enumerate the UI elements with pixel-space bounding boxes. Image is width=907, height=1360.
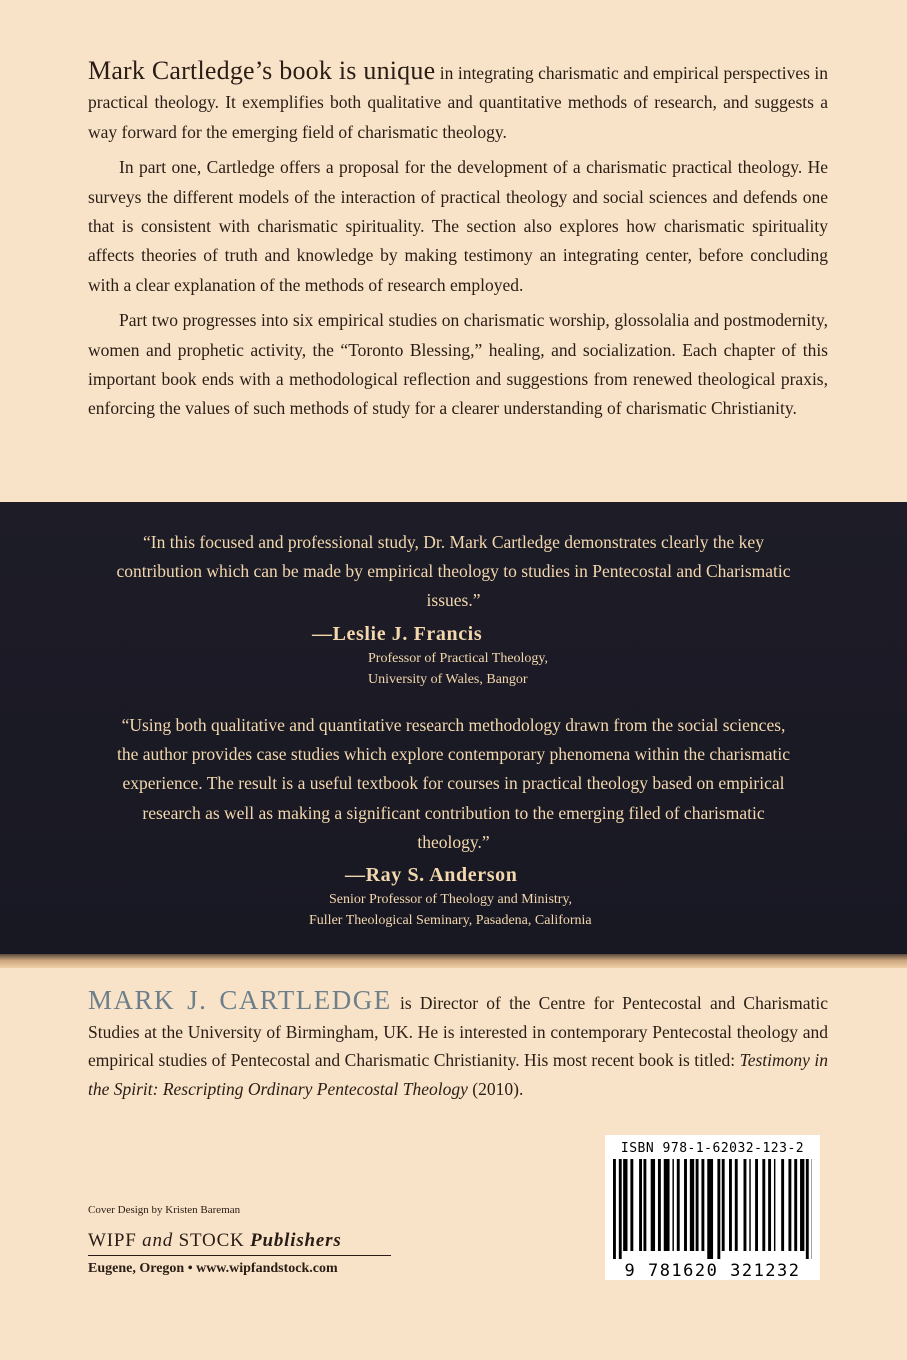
band-edge-decoration xyxy=(0,954,907,968)
publisher-name-part-4: Publishers xyxy=(250,1230,342,1251)
publisher-name-part-1: WIPF xyxy=(88,1230,143,1251)
endorsement-attribution-2 xyxy=(309,861,592,931)
endorsement-quote-1: “In this focused and professional study, Dr. Mark Cartledge demonstrates clearly the key contribution which can be made by empirical theology to studies in Pentecostal and Charismatic issues.” xyxy=(116,532,791,611)
barcode-bar xyxy=(744,1159,747,1251)
description-paragraph-3: Part two progresses into six empirical studies on charismatic worship, glossolalia and postmodernity, women and prophetic activity, the “Toronto Blessing,” healing, and socialization. Each chapter of this important book ends with a methodological reflection and suggestions from renewed theological praxis, enforcing the values of such methods of study for a clearer understanding of charismatic Christianity. xyxy=(88,310,828,419)
barcode-bar xyxy=(690,1159,694,1251)
barcode-bar xyxy=(806,1159,809,1259)
barcode-bar xyxy=(794,1159,797,1251)
endorser-title-2a: Senior Professor of Theology and Ministry, xyxy=(329,892,573,907)
publisher-location: Eugene, Oregon • www.wipfandstock.com xyxy=(88,1261,338,1276)
barcode-bar xyxy=(781,1159,784,1251)
isbn-label: ISBN 978-1-62032-123-2 xyxy=(620,1141,805,1156)
cover-design-credit: Cover Design by Kristen Bareman xyxy=(88,1204,241,1216)
book-description xyxy=(88,56,828,424)
endorsement-quote-2: “Using both qualitative and quantitative research methodology drawn from the social sciences, the author provides case studies which explore contemporary phenomena within the charismatic experience. The result is a useful textbook for courses in practical theology based on empirical research as well as making a significant contribution to the emerging filed of charismatic theology.” xyxy=(116,715,791,852)
endorser-title-1a: Professor of Practical Theology, xyxy=(368,651,549,666)
barcode-bar xyxy=(664,1159,670,1251)
publisher-name xyxy=(88,1230,391,1256)
barcode-bar xyxy=(722,1159,725,1251)
barcode-bar xyxy=(623,1159,627,1251)
barcode-bar xyxy=(613,1159,616,1259)
barcode-bar xyxy=(768,1159,771,1251)
credits xyxy=(88,1202,418,1277)
description-paragraph-1 xyxy=(88,56,828,147)
author-recent-book: Testimony in the Spirit: Rescripting Ordinary Pentecostal Theology xyxy=(88,1050,828,1099)
barcode-bar xyxy=(630,1159,633,1251)
endorser-name-1: —Leslie J. Francis xyxy=(312,623,483,645)
barcode-bar xyxy=(639,1159,642,1251)
barcode-bar xyxy=(749,1159,750,1251)
barcode-bar xyxy=(696,1159,699,1251)
description-paragraph-2: In part one, Cartledge offers a proposal for the development of a charismatic practical theology. He surveys the different models of the interaction of practical theology and social sciences and defends one that is consistent with charismatic spirituality. The section also explores how charismatic spirituality affects theories of truth and knowledge by making testimony an integrating center, before concluding with a clear explanation of the methods of research employed. xyxy=(88,157,828,295)
endorsement-attribution-1 xyxy=(312,620,548,690)
author-recent-book-year: (2010). xyxy=(467,1078,524,1099)
barcode-bar xyxy=(800,1159,804,1251)
barcode-bar xyxy=(643,1159,646,1251)
barcode-bar xyxy=(707,1159,713,1259)
barcode-bar xyxy=(672,1159,673,1251)
barcode-bar xyxy=(619,1159,622,1259)
barcode-bar xyxy=(735,1159,738,1251)
endorser-title-2b: Fuller Theological Seminary, Pasadena, California xyxy=(309,913,592,928)
endorser-name-2: —Ray S. Anderson xyxy=(345,864,518,886)
description-lead: Mark Cartledge’s book is unique xyxy=(88,56,436,85)
barcode-bar xyxy=(729,1159,732,1251)
publisher-name-part-2: and xyxy=(142,1230,174,1251)
author-name: MARK J. CARTLEDGE xyxy=(88,985,392,1015)
barcode-bars xyxy=(613,1159,812,1259)
barcode-bar xyxy=(788,1159,791,1251)
barcode-bar xyxy=(651,1159,655,1251)
endorser-title-1b: University of Wales, Bangor xyxy=(368,672,528,687)
isbn-barcode xyxy=(605,1135,820,1280)
barcode-bar xyxy=(717,1159,720,1259)
barcode-bar xyxy=(774,1159,775,1251)
publisher-name-part-3: STOCK xyxy=(173,1230,251,1251)
author-bio-text: is Director of the Centre for Pentecostal and Charismatic Studies at the University of Birmingham, UK. He is interested in contemporary Pentecostal theology and empirical studies of Pentecostal and Charismatic Christianity. His most recent book is titled: xyxy=(88,993,828,1071)
author-bio xyxy=(88,986,828,1103)
barcode-digits: 9 781620 321232 xyxy=(624,1261,801,1281)
barcode-bar xyxy=(755,1159,758,1251)
barcode-bar xyxy=(658,1159,661,1251)
barcode-bar xyxy=(677,1159,680,1251)
description-paragraph-1-text: in integrating charismatic and empirical perspectives in practical theology. It exemplifies both qualitative and quantitative methods of research, and suggests a way forward for the emerging field of charismatic theology. xyxy=(88,63,828,142)
barcode-bar xyxy=(762,1159,765,1251)
barcode-bar xyxy=(684,1159,687,1251)
barcode-bar xyxy=(701,1159,704,1251)
